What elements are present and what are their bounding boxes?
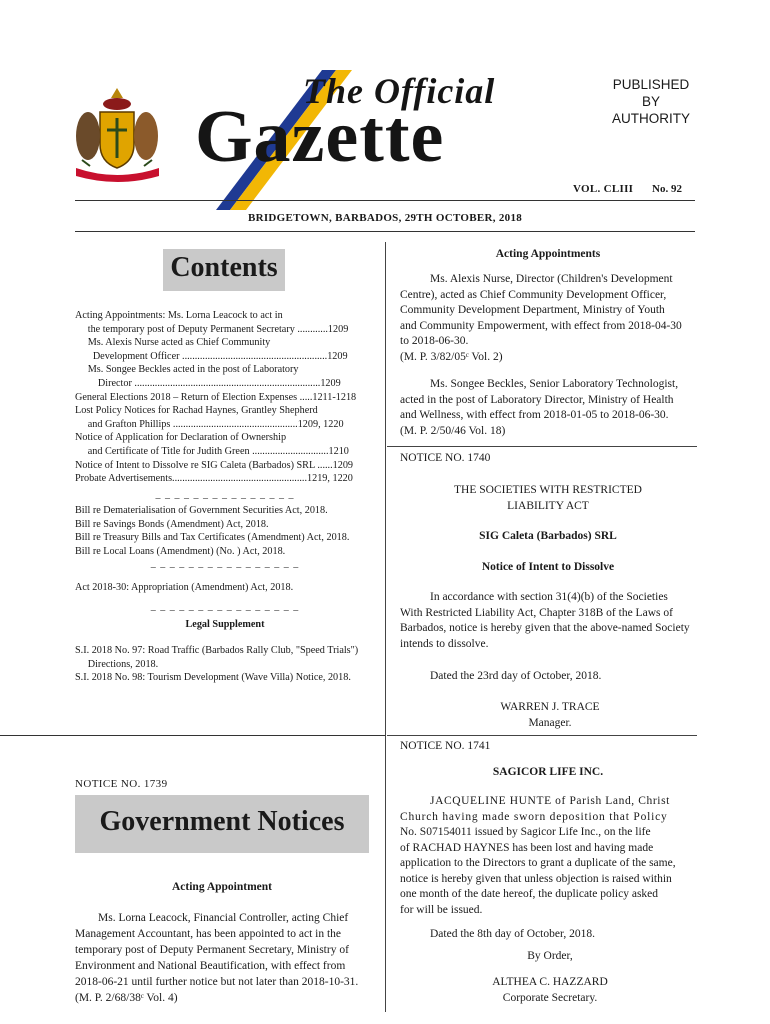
notice-1739-number: NOTICE NO. 1739 (75, 778, 168, 790)
toc-line: Lost Policy Notices for Rachad Haynes, Grantley Shepherd (75, 405, 318, 417)
notice-1741-number: NOTICE NO. 1741 (400, 740, 491, 752)
notice-rule (387, 446, 697, 447)
acting-appointments-heading: Acting Appointments (495, 248, 601, 260)
paragraph-line: temporary post of Deputy Permanent Secretary, Ministry of (75, 944, 349, 956)
published-by-authority (596, 76, 706, 127)
paragraph-line: acted in the post of Laboratory Director, Ministry of Health (400, 393, 674, 406)
signer-name: WARREN J. TRACE (500, 701, 600, 713)
bills-list (75, 504, 375, 575)
toc-line: Notice of Application for Declaration of Ownership (75, 432, 287, 444)
contents-heading: Contents (170, 252, 278, 283)
paragraph-line: (M. P. 2/50/46 Vol. 18) (400, 424, 506, 437)
si-item: S.I. 2018 No. 97: Road Traffic (Barbados Rally Club, "Speed Trials") (75, 645, 359, 656)
bill-item: Bill re Treasury Bills and Tax Certificates (Amendment) Act, 2018. (75, 532, 350, 544)
nurse-appointment-text (400, 272, 696, 365)
paragraph-line: With Restricted Liability Act, Chapter 318B of the Laws of (400, 606, 673, 619)
toc-line: the temporary post of Deputy Permanent Secretary ............1209 (75, 323, 349, 335)
divider-dashes: – – – – – – – – – – – – – – – (155, 492, 295, 504)
lost-policy-dated: Dated the 8th day of October, 2018. (430, 928, 595, 940)
toc-line: and Certificate of Title for Judith Green ..............................1210 (75, 445, 349, 457)
sig-caleta-company: SIG Caleta (Barbados) SRL (479, 530, 617, 542)
signer-title: Manager. (528, 717, 572, 729)
masthead-rule-top (75, 200, 695, 201)
signer-title: Corporate Secretary. (502, 992, 598, 1004)
dissolve-notice-text (400, 590, 696, 652)
legal-supplement-block (75, 604, 375, 632)
paragraph-line: of RACHAD HAYNES has been lost and having made (400, 841, 654, 854)
bill-item: Bill re Savings Bonds (Amendment) Act, 2018. (75, 518, 269, 530)
paragraph-line: and Community Empowerment, with effect from 2018-04-30 (400, 319, 682, 332)
paragraph-line: application to the Directors to grant a duplicate of the same, (400, 857, 676, 869)
published-line-1: PUBLISHED (612, 77, 690, 92)
paragraph-line: (M. P. 3/82/05ᶜ Vol. 2) (400, 350, 503, 363)
toc-line: Ms. Songee Beckles acted in the post of Laboratory (75, 364, 299, 376)
contents-bottom-rule (0, 735, 385, 736)
toc-line: Notice of Intent to Dissolve re SIG Caleta (Barbados) SRL ......1209 (75, 459, 354, 471)
table-of-contents (75, 309, 375, 505)
barbados-coat-of-arms-icon (70, 84, 165, 184)
government-notices-heading: Government Notices (99, 806, 345, 837)
legal-supplement-heading: Legal Supplement (185, 619, 265, 630)
paragraph-line: to 2018-06-30. (400, 335, 469, 347)
column-divider (385, 242, 386, 1012)
toc-line: Director .........................................................................1209 (75, 377, 341, 389)
signer-name: ALTHEA C. HAZZARD (492, 976, 608, 988)
paragraph-line: Ms. Lorna Leacock, Financial Controller, acting Chief (75, 912, 349, 924)
issue-number: No. 92 (652, 183, 682, 195)
toc-line: Ms. Alexis Nurse acted as Chief Community (75, 337, 271, 349)
paragraph-line: Community Development Department, Ministry of Youth (400, 304, 665, 316)
statutory-instruments-list (75, 644, 375, 685)
sagicor-signature (450, 974, 650, 1006)
societies-act-title (400, 482, 696, 514)
paragraph-line: In accordance with section 31(4)(b) of the Societies (430, 591, 668, 603)
paragraph-line: Centre), acted as Chief Community Development Officer, (400, 288, 667, 301)
lost-policy-text (400, 794, 696, 918)
paragraph-line: Ms. Songee Beckles, Senior Laboratory Technologist, (430, 378, 679, 390)
published-line-3: AUTHORITY (611, 111, 690, 126)
act-title-line: THE SOCIETIES WITH RESTRICTED (454, 484, 642, 496)
toc-line: and Grafton Phillips .................................................1209, 1220 (75, 418, 344, 430)
acting-appointment-heading: Acting Appointment (172, 881, 272, 893)
paragraph-line: 2018-06-21 until further notice but not later than 2018-10-31. (75, 976, 359, 988)
dateline: BRIDGETOWN, BARBADOS, 29TH OCTOBER, 2018 (247, 212, 523, 224)
masthead-rule-bottom (75, 231, 695, 232)
leacock-appointment-text (75, 910, 371, 1006)
bill-item: Bill re Local Loans (Amendment) (No. ) Act, 2018. (75, 545, 286, 557)
intent-to-dissolve-heading: Notice of Intent to Dissolve (481, 561, 615, 573)
paragraph-line: Barbados, notice is hereby given that the above-named Society (400, 622, 690, 634)
toc-line: General Elections 2018 – Return of Election Expenses .....1211-1218 (75, 391, 357, 403)
toc-line: Acting Appointments: Ms. Lorna Leacock to act in (75, 310, 283, 321)
beckles-appointment-text (400, 377, 696, 439)
paragraph-line: Environment and National Beautification, with effect from (75, 960, 346, 972)
si-item: Directions, 2018. (75, 658, 159, 670)
paragraph-line: one month of the date hereof, the duplicate policy asked (400, 888, 659, 900)
paragraph-line: No. S07154011 issued by Sagicor Life Inc., on the life (400, 826, 651, 838)
act-title-line: LIABILITY ACT (507, 500, 589, 512)
toc-line: Development Officer .........................................................1209 (75, 350, 348, 362)
act-item: Act 2018-30: Appropriation (Amendment) Act, 2018. (75, 582, 294, 593)
notice-1740-number: NOTICE NO. 1740 (400, 452, 491, 464)
paragraph-line: and Wellness, with effect from 2018-01-05 to 2018-06-30. (400, 409, 669, 421)
masthead-title-gazette: Gazette (195, 96, 445, 178)
sagicor-company: SAGICOR LIFE INC. (492, 766, 604, 778)
paragraph-line: notice is hereby given that unless objection is raised within (400, 872, 672, 885)
paragraph-line: Ms. Alexis Nurse, Director (Children's Development (430, 273, 673, 285)
paragraph-line: intends to dissolve. (400, 637, 489, 650)
masthead-title-the-official: The Official (303, 71, 496, 111)
toc-line: Probate Advertisements.....................................................1219, 1220 (75, 473, 353, 485)
paragraph-line: Church having made sworn deposition that Policy (400, 810, 668, 823)
by-order: By Order, (527, 950, 573, 962)
paragraph-line: for will be issued. (400, 903, 483, 916)
volume-label: VOL. CLIII (573, 183, 634, 195)
dissolve-dated: Dated the 23rd day of October, 2018. (430, 670, 602, 682)
si-item: S.I. 2018 No. 98: Tourism Development (Wave Villa) Notice, 2018. (75, 672, 351, 684)
bill-item: Bill re Dematerialisation of Government Securities Act, 2018. (75, 505, 328, 516)
divider-dashes: – – – – – – – – – – – – – – – – (150, 562, 300, 574)
dissolve-signature (450, 699, 650, 731)
notice-rule (387, 735, 697, 736)
paragraph-line: JACQUELINE HUNTE of Parish Land, Christ (430, 795, 670, 807)
published-line-2: BY (641, 94, 660, 109)
paragraph-line: Management Accountant, has been appointed to act in the (75, 928, 342, 940)
divider-dashes: – – – – – – – – – – – – – – – – (150, 605, 300, 616)
paragraph-line: (M. P. 2/68/38ᶜ Vol. 4) (75, 992, 178, 1004)
